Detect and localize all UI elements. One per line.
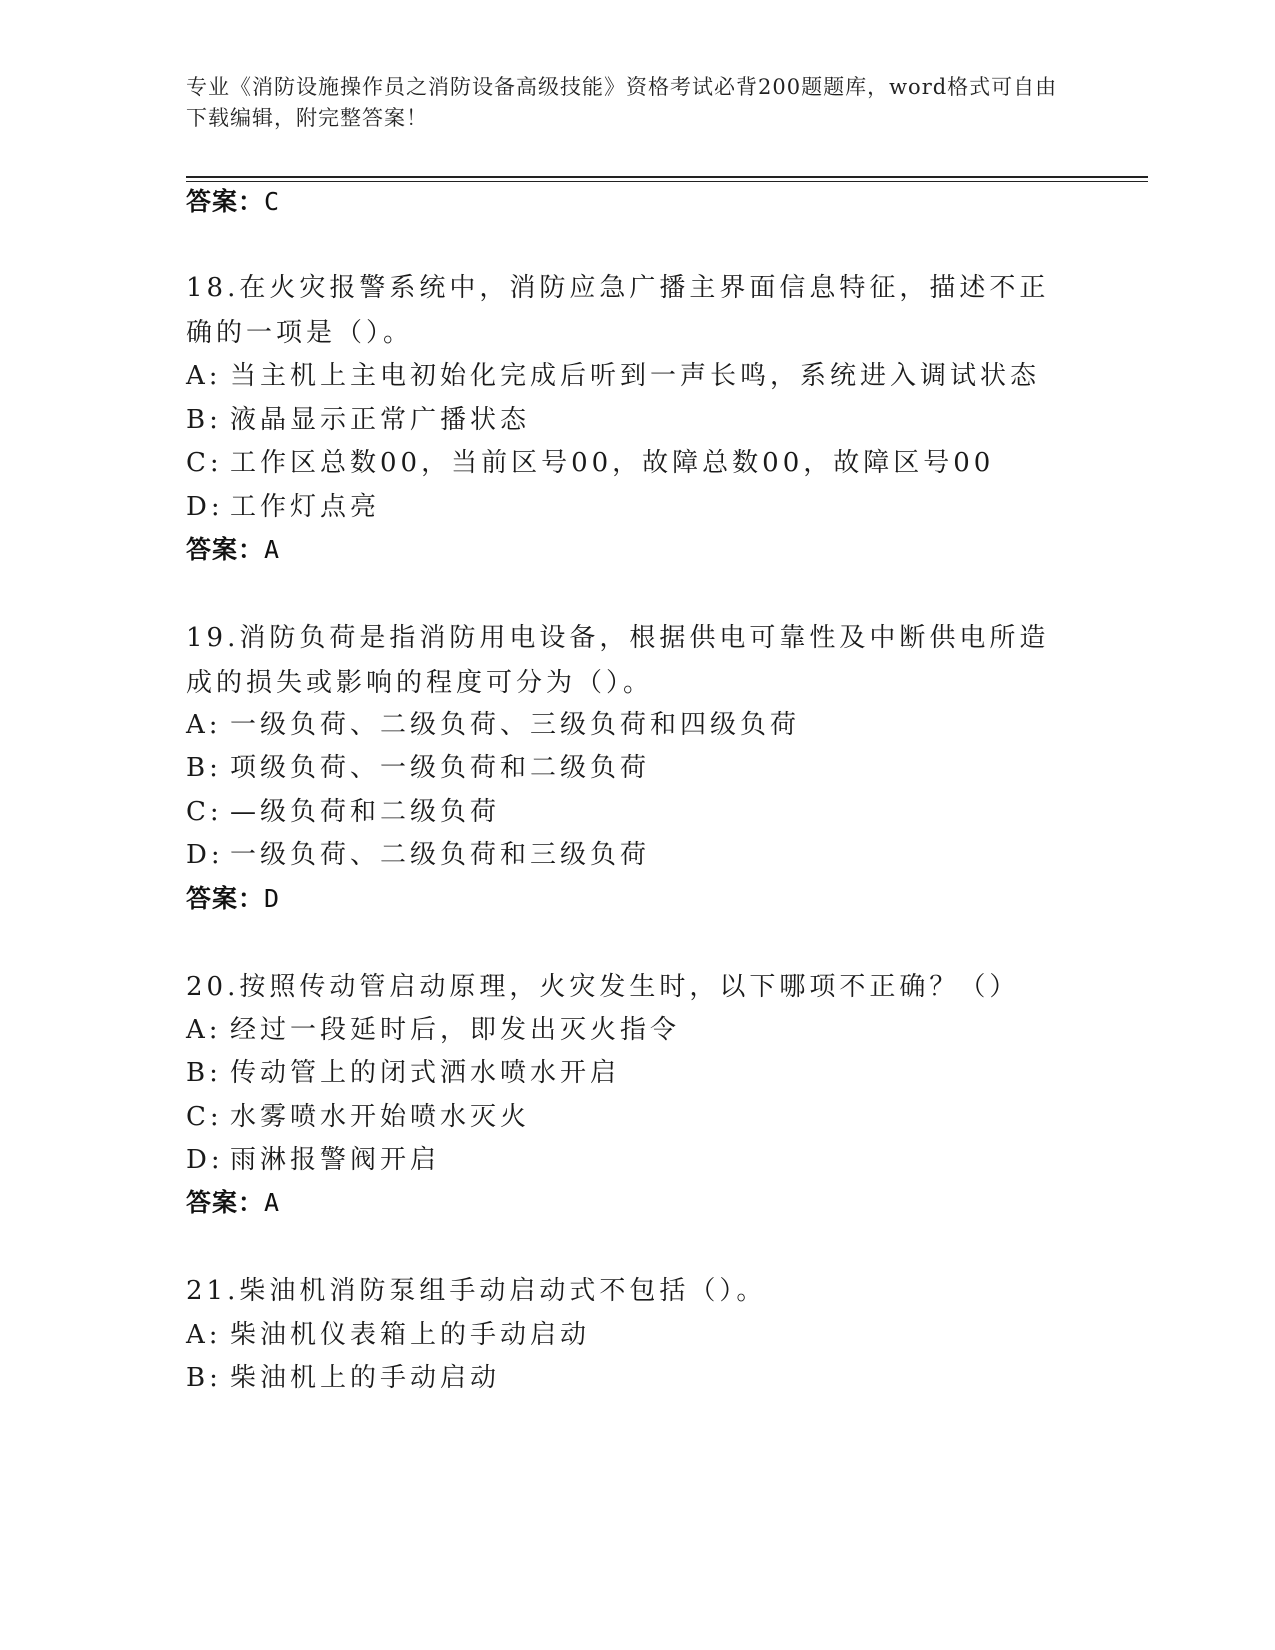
option-text: 一级负荷、二级负荷、三级负荷和四级负荷 [230,710,801,740]
answer-17 [186,182,280,222]
option-text: 工作区总数00，当前区号00，故障总数00，故障区号00 [230,448,995,478]
option-text: 工作灯点亮 [230,492,381,522]
option-key: A: [186,710,222,740]
option-text: 当主机上主电初始化完成后听到一声长鸣，系统进入调试状态 [230,361,1041,391]
question-19-option-b [186,746,1086,791]
answer-19 [186,879,280,919]
option-key: B: [186,753,222,783]
question-18-option-d [186,485,1086,530]
answer-value: A [264,1188,281,1217]
answer-label: 答案： [186,1188,265,1217]
question-19-option-c [186,790,1086,835]
option-key: C: [186,448,223,478]
option-key: A: [186,361,222,391]
answer-value: D [264,884,281,913]
answer-20 [186,1183,280,1223]
question-20-option-b [186,1051,1086,1096]
option-key: A: [186,1015,222,1045]
option-key: B: [186,405,222,435]
answer-label: 答案： [186,884,265,913]
option-key: C: [186,797,223,827]
option-text: 柴油机仪表箱上的手动启动 [230,1320,591,1350]
header-divider-thick [186,176,1148,178]
header-divider-thin [186,181,1148,182]
option-key: D: [186,492,224,522]
question-18-option-a [186,354,1086,399]
answer-label: 答案： [186,535,265,564]
question-19-option-a [186,703,1086,748]
answer-label: 答案： [186,187,265,216]
option-text: 雨淋报警阀开启 [230,1145,441,1175]
question-19-stem: 19.消防负荷是指消防用电设备，根据供电可靠性及中断供电所造成的损失或影响的程度可分为（）。 [186,623,1050,698]
question-21-stem: 21.柴油机消防泵组手动启动式不包括（）。 [186,1276,767,1306]
answer-value: A [264,535,281,564]
question-21-option-a [186,1313,1086,1358]
option-key: A: [186,1320,222,1350]
option-key: B: [186,1363,222,1393]
option-key: D: [186,1145,224,1175]
question-18-stem: 18.在火灾报警系统中，消防应急广播主界面信息特征，描述不正确的一项是（）。 [186,273,1050,348]
option-text: 传动管上的闭式洒水喷水开启 [230,1058,621,1088]
question-21-option-b [186,1356,1086,1401]
question-20-option-a [186,1008,1086,1053]
answer-18 [186,530,280,570]
option-text: 液晶显示正常广播状态 [230,405,531,435]
option-text: 项级负荷、一级负荷和二级负荷 [230,753,651,783]
option-key: D: [186,840,224,870]
question-20-option-c [186,1095,1086,1140]
option-text: 水雾喷水开始喷水灭火 [230,1102,531,1132]
option-text: 柴油机上的手动启动 [230,1363,501,1393]
question-20-stem: 20.按照传动管启动原理，火灾发生时，以下哪项不正确？（） [186,972,1020,1002]
answer-value: C [264,187,281,216]
document-header: 专业《消防设施操作员之消防设备高级技能》资格考试必背200题题库，word格式可自由下载编辑，附完整答案！ [186,75,1058,130]
option-key: C: [186,1102,223,1132]
question-19-option-d [186,833,1086,878]
question-18-option-b [186,398,1086,443]
option-text: 经过一段延时后，即发出灭火指令 [230,1015,681,1045]
option-text: 一级负荷、二级负荷和三级负荷 [230,840,651,870]
question-20-option-d [186,1138,1086,1183]
question-18-option-c [186,441,1086,486]
option-text: —级负荷和二级负荷 [230,797,501,827]
option-key: B: [186,1058,222,1088]
